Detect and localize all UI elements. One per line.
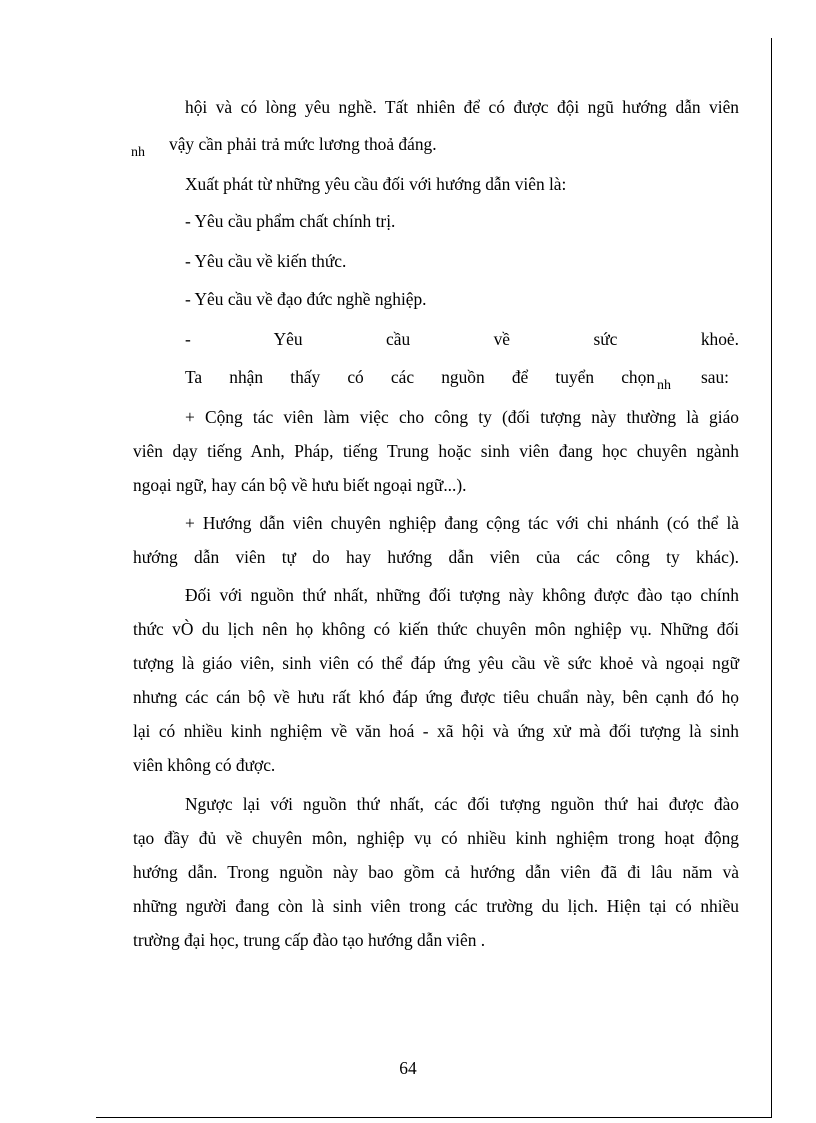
text-line: viên dạy tiếng Anh, Pháp, tiếng Trung hoặc sinh viên đang học chuyên ngành (133, 441, 739, 461)
text-line: thức vÒ du lịch nên họ không có kiến thức chuyên môn nghiệp vụ. Những đối (133, 619, 739, 639)
text-line: hướng dẫn viên tự do hay hướng dẫn viên của các công ty khác). (133, 547, 739, 567)
text-line: hướng dẫn. Trong nguồn này bao gồm cả hướng dẫn viên đã đi lâu năm và (133, 862, 739, 882)
page-border (96, 38, 772, 1118)
text-line: ngoại ngữ, hay cán bộ về hưu biết ngoại ngữ...). (133, 475, 467, 495)
list-item: - Yêu cầu về sức khoẻ. (185, 329, 739, 349)
list-item: - Yêu cầu phẩm chất chính trị. (185, 211, 396, 231)
text-line: Ta nhận thấy có các nguồn để tuyển chọn (185, 367, 655, 387)
text-line: Ngược lại với nguồn thứ nhất, các đối tượng nguồn thứ hai được đào (185, 794, 739, 814)
text-line: Xuất phát từ những yêu cầu đối với hướng dẫn viên là: (185, 174, 567, 194)
page-number: 64 (399, 1058, 417, 1078)
text-line: Đối với nguồn thứ nhất, những đối tượng này không được đào tạo chính (185, 585, 739, 605)
text-line: hội và có lòng yêu nghề. Tất nhiên để có được đội ngũ hướng dẫn viên (185, 97, 739, 117)
list-item: - Yêu cầu về đạo đức nghề nghiệp. (185, 289, 427, 309)
text-fragment-nh: nh (131, 145, 145, 160)
text-line: tượng là giáo viên, sinh viên có thể đáp ứng yêu cầu về sức khoẻ và ngoại ngữ (133, 653, 739, 673)
text-line: + Cộng tác viên làm việc cho công ty (đối tượng này thường là giáo (185, 407, 739, 427)
list-item: - Yêu cầu về kiến thức. (185, 251, 347, 271)
text-fragment-nh: nh (657, 378, 671, 393)
text-line: + Hướng dẫn viên chuyên nghiệp đang cộng tác với chi nhánh (có thể là (185, 513, 739, 533)
text-line: sau: (701, 367, 730, 387)
text-line: vậy cần phải trả mức lương thoả đáng. (169, 134, 437, 154)
text-line: những người đang còn là sinh viên trong các trường du lịch. Hiện tại có nhiều (133, 896, 739, 916)
text-line: trường đại học, trung cấp đào tạo hướng dẫn viên . (133, 930, 486, 950)
text-line: tạo đầy đủ về chuyên môn, nghiệp vụ có nhiều kinh nghiệm trong hoạt động (133, 828, 739, 848)
text-line: lại có nhiều kinh nghiệm về văn hoá - xã hội và ứng xử mà đối tượng là sinh (133, 721, 739, 741)
text-line: viên không có được. (133, 755, 276, 775)
text-line: nhưng các cán bộ về hưu rất khó đáp ứng được tiêu chuẩn này, bên cạnh đó họ (133, 687, 739, 707)
